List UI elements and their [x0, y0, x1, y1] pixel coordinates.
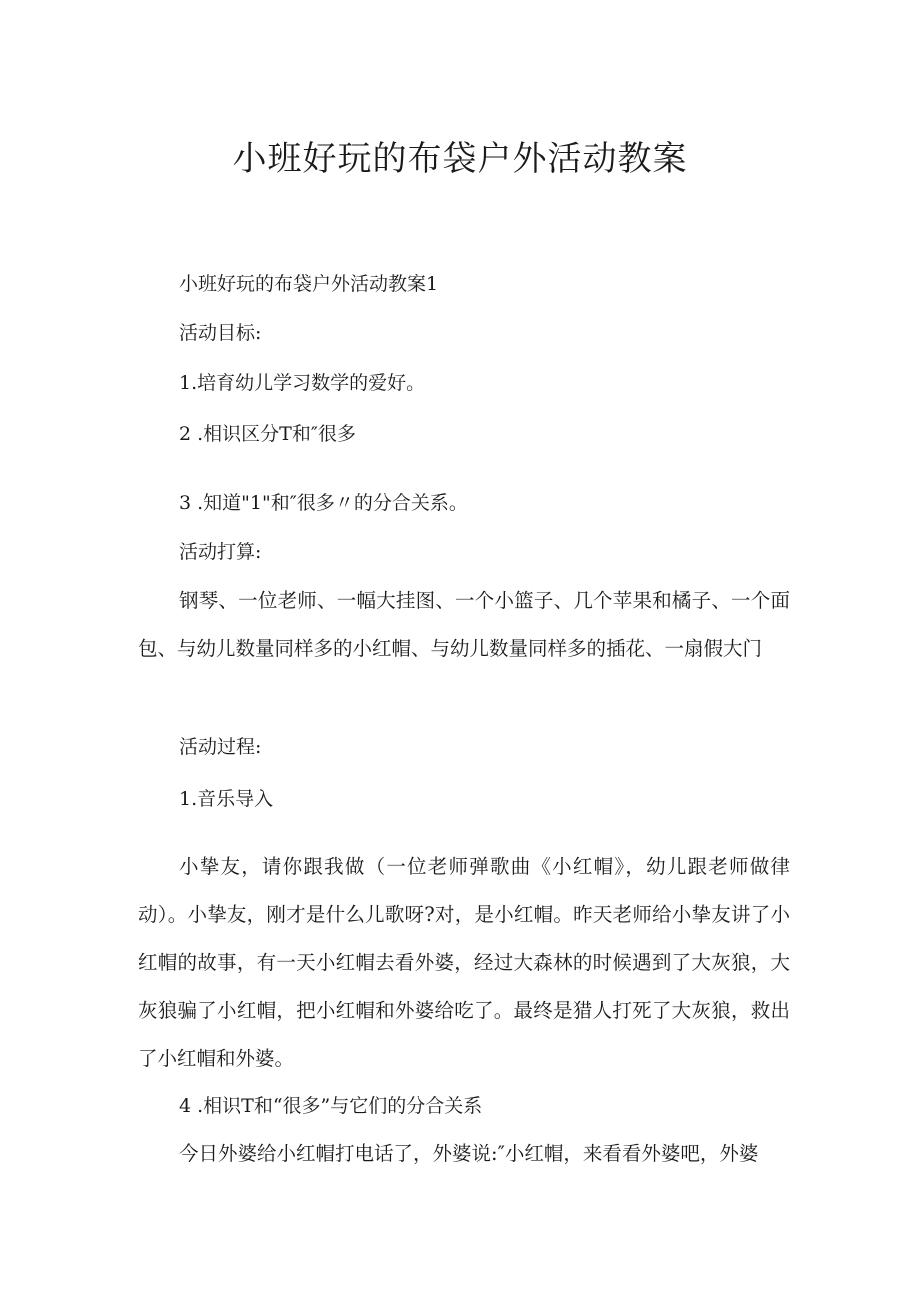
document-title: 小班好玩的布袋户外活动教案 — [232, 139, 688, 179]
step-4-heading: 4 .相识T和“很多”与它们的分合关系 — [179, 1095, 483, 1117]
section-heading: 小班好玩的布袋户外活动教案1 — [179, 273, 439, 295]
step-1-paragraph: 小挚友，请你跟我做（一位老师弹歌曲《小红帽》，幼儿跟老师做律动）。小挚友，刚才是什么儿歌呀?对，是小红帽。昨天老师给小挚友讲了小红帽的故事，有一天小红帽去看外婆，经过大森林的时候遇到了大灰狼，大灰狼骗了小红帽，把小红帽和外婆给吃了。最终是猎人打死了大灰狼，救出了小红帽和外婆。 — [138, 855, 790, 1070]
process-heading: 活动过程: — [179, 736, 262, 758]
goal-item-3: 3 .知道"1"和″很多〃的分合关系。 — [179, 492, 468, 514]
step-1-heading: 1.音乐导入 — [179, 788, 274, 810]
goal-item-1: 1.培育幼儿学习数学的爱好。 — [179, 372, 426, 394]
step-4-paragraph: 今日外婆给小红帽打电话了，外婆说:″小红帽，来看看外婆吧，外婆 — [179, 1142, 759, 1165]
prep-heading: 活动打算: — [179, 541, 262, 563]
goals-heading: 活动目标: — [179, 322, 262, 344]
goal-item-2: 2 .相识区分T和″很多 — [179, 423, 356, 445]
prep-paragraph: 钢琴、一位老师、一幅大挂图、一个小篮子、几个苹果和橘子、一个面包、与幼儿数量同样多的小红帽、与幼儿数量同样多的插花、一扇假大门 — [138, 589, 790, 660]
